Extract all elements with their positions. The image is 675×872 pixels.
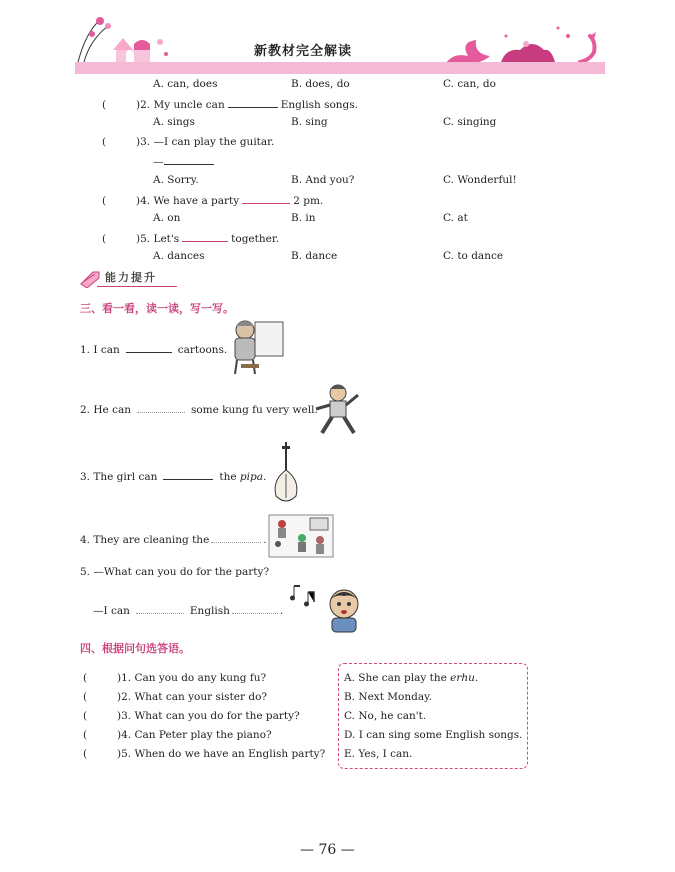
option: B. in <box>291 212 316 224</box>
matching-question-row <box>83 672 266 684</box>
question-text: We have a party <box>153 195 240 207</box>
answer-option <box>344 672 478 684</box>
option: A. sings <box>153 116 195 128</box>
question-text: 4. They are cleaning the <box>80 534 210 546</box>
picture-question-2 <box>80 402 318 416</box>
pipa-instrument-icon <box>268 440 304 506</box>
fill-blank[interactable] <box>163 469 213 480</box>
header-title: 新教材完全解读 <box>254 44 353 59</box>
answer-option: C. No, he can't. <box>344 710 427 722</box>
fill-blank[interactable] <box>182 231 228 242</box>
page-number: — 76 — <box>300 842 355 858</box>
option: C. Wonderful! <box>443 174 517 186</box>
dash: — <box>153 156 164 168</box>
option: C. at <box>443 212 468 224</box>
question-text: the <box>219 471 237 483</box>
question-text: . <box>279 605 284 617</box>
music-notes-icon <box>290 584 316 608</box>
question-text: 3. The girl can <box>80 471 158 483</box>
answer-text: erhu <box>450 672 475 684</box>
picture-question-4 <box>80 532 267 546</box>
answer-option: D. I can sing some English songs. <box>344 729 523 741</box>
answer-paren[interactable]: ( <box>83 729 88 741</box>
question-text: some kung fu very well. <box>190 404 318 416</box>
question-text: )2. What can your sister do? <box>117 691 268 703</box>
question-row <box>153 154 217 168</box>
question-text: My uncle can <box>153 99 225 111</box>
question-text: —I can play the guitar. <box>153 136 275 148</box>
kung-fu-boy-icon <box>312 381 362 437</box>
matching-question-row <box>83 748 325 760</box>
answer-paren[interactable]: ( <box>83 748 88 760</box>
header-bar <box>75 62 605 74</box>
fill-blank[interactable] <box>136 603 184 614</box>
question-text: )3. What can you do for the party? <box>117 710 300 722</box>
ability-badge-label: 能力提升 <box>105 271 157 284</box>
question-text: Let's <box>153 233 180 245</box>
option: A. can, does <box>153 78 218 90</box>
option: B. sing <box>291 116 328 128</box>
question-text: pipa <box>239 471 263 483</box>
question-row <box>102 231 279 245</box>
question-text: )5. When do we have an English party? <box>117 748 326 760</box>
option: B. And you? <box>291 174 355 186</box>
pencil-icon <box>79 268 105 288</box>
fill-blank[interactable] <box>137 402 185 413</box>
singing-boy-icon <box>324 584 364 634</box>
question-row <box>102 136 274 148</box>
fill-blank[interactable] <box>211 532 261 543</box>
fill-blank[interactable] <box>126 342 172 353</box>
question-text: cartoons. <box>177 344 228 356</box>
question-text: English <box>189 605 230 617</box>
option: A. dances <box>153 250 205 262</box>
drawing-cartoon-picture-icon <box>227 316 289 376</box>
question-text: 2 pm. <box>293 195 324 207</box>
answer-paren[interactable]: ( <box>83 691 88 703</box>
answer-option: E. Yes, I can. <box>344 748 413 760</box>
answer-paren[interactable]: ( <box>102 99 107 111</box>
picture-question-1 <box>80 342 227 356</box>
picture-question-5: 5. —What can you do for the party? <box>80 566 270 578</box>
matching-question-row <box>83 691 267 703</box>
answer-paren[interactable]: ( <box>102 136 107 148</box>
matching-question-row <box>83 729 272 741</box>
option: B. dance <box>291 250 338 262</box>
answer-text: A. She can play the <box>344 672 447 684</box>
section-title-3: 三、看一看，读一读，写一写。 <box>80 302 234 315</box>
section-title-4: 四、根据问句选答语。 <box>80 642 190 655</box>
question-text: )1. Can you do any kung fu? <box>117 672 267 684</box>
option: A. Sorry. <box>153 174 199 186</box>
question-text: —I can <box>93 605 130 617</box>
option: B. does, do <box>291 78 350 90</box>
answer-text: . <box>474 672 479 684</box>
question-number: )4. <box>136 195 151 207</box>
question-number: )2. <box>136 99 151 111</box>
question-text: )4. Can Peter play the piano? <box>117 729 272 741</box>
answer-paren[interactable]: ( <box>102 195 107 207</box>
answer-option: B. Next Monday. <box>344 691 432 703</box>
question-row <box>102 97 358 111</box>
header-left-decoration-icon <box>68 12 178 68</box>
fill-blank[interactable] <box>228 97 278 108</box>
answer-paren[interactable]: ( <box>83 710 88 722</box>
option: C. singing <box>443 116 497 128</box>
answer-paren[interactable]: ( <box>83 672 88 684</box>
matching-question-row <box>83 710 300 722</box>
option: C. can, do <box>443 78 496 90</box>
question-text: together. <box>231 233 280 245</box>
picture-answer-5 <box>93 603 283 617</box>
question-text: 1. I can <box>80 344 120 356</box>
question-text: English songs. <box>280 99 358 111</box>
question-text: . <box>263 534 267 546</box>
answer-paren[interactable]: ( <box>102 233 107 245</box>
cleaning-classroom-picture-icon <box>268 514 334 558</box>
question-text: . <box>262 471 267 483</box>
picture-question-3 <box>80 469 266 483</box>
ability-badge <box>79 268 157 288</box>
fill-blank[interactable] <box>164 154 214 165</box>
question-number: )3. <box>136 136 151 148</box>
badge-underline <box>97 286 177 287</box>
question-number: )5. <box>136 233 151 245</box>
fill-blank[interactable] <box>232 603 278 614</box>
option: C. to dance <box>443 250 504 262</box>
fill-blank[interactable] <box>242 193 290 204</box>
option: A. on <box>153 212 181 224</box>
question-row <box>102 193 323 207</box>
question-text: 2. He can <box>80 404 131 416</box>
